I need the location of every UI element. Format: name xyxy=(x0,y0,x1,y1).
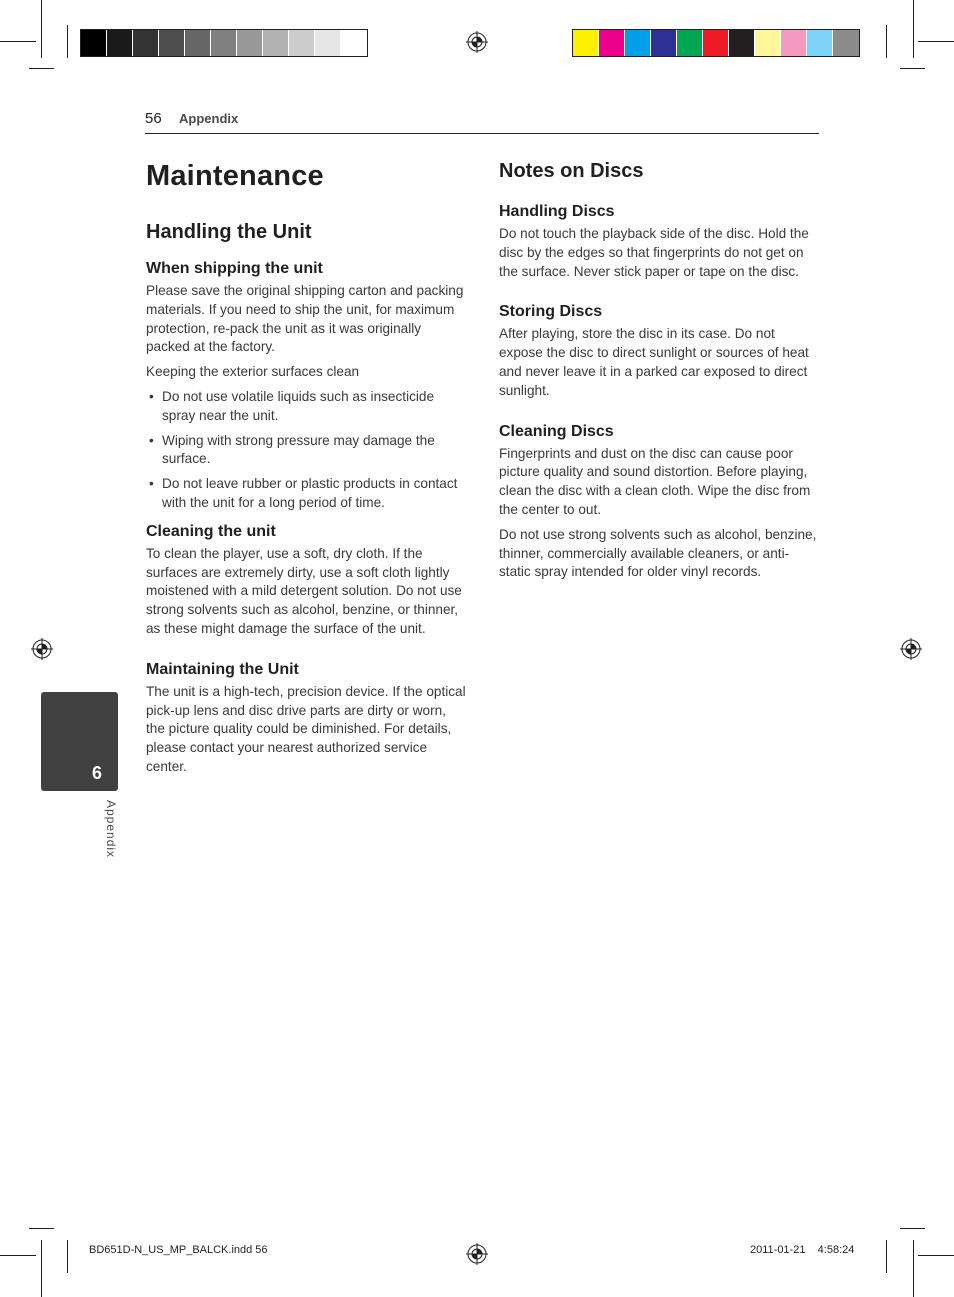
crop-mark xyxy=(41,0,42,58)
crop-mark xyxy=(0,41,36,42)
bullet-list xyxy=(146,388,466,513)
subsection-heading: Cleaning the unit xyxy=(146,522,276,540)
section-heading: Handling the Unit xyxy=(146,221,312,243)
subsection-heading: When shipping the unit xyxy=(146,260,323,277)
body-paragraph: The unit is a high-tech, precision device. If the optical pick-up lens and disc drive parts are dirty or worn, the picture quality could be diminished. For details, please contact your nearest authorized service center. xyxy=(146,683,466,774)
crop-mark xyxy=(918,1255,954,1256)
crop-mark xyxy=(900,1228,925,1229)
chapter-tab xyxy=(41,692,118,791)
crop-mark xyxy=(41,1240,42,1297)
crop-mark xyxy=(900,68,925,69)
color-swatch xyxy=(833,30,859,56)
color-swatch xyxy=(237,30,263,56)
crop-mark xyxy=(67,1240,68,1273)
body-paragraph: To clean the player, use a soft, dry cloth. If the surfaces are extremely dirty, use a soft cloth lightly moistened with a mild detergent solution. Do not use strong solvents such as alcohol, benzine, or thinner, as these might damage the surface of the unit. xyxy=(146,545,462,636)
color-swatch xyxy=(729,30,755,56)
list-item: • Do not use volatile liquids such as insecticide spray near the unit. xyxy=(146,388,466,426)
registration-mark-icon xyxy=(31,638,53,660)
color-swatch xyxy=(211,30,237,56)
color-swatch xyxy=(315,30,341,56)
crop-mark xyxy=(0,1255,36,1256)
chapter-label: Appendix xyxy=(104,800,118,859)
header-rule xyxy=(145,133,819,134)
color-swatch xyxy=(651,30,677,56)
subsection-heading: Handling Discs xyxy=(499,203,615,220)
grayscale-color-bar xyxy=(80,29,368,57)
color-swatch xyxy=(703,30,729,56)
date-slug: 2011-01-21 4:58:24 xyxy=(750,1244,855,1256)
crop-mark xyxy=(918,41,954,42)
body-paragraph: Do not touch the playback side of the disc. Hold the disc by the edges so that fingerprints do not get on the surface. Never stick paper or tape on the disc. xyxy=(499,226,809,279)
registration-mark-icon xyxy=(466,31,488,53)
list-item: • Do not leave rubber or plastic products in contact with the unit for a long period of time. xyxy=(146,475,466,513)
registration-mark-icon xyxy=(466,1243,488,1265)
body-paragraph: After playing, store the disc in its case. Do not expose the disc to direct sunlight or sources of heat and never leave it in a parked car exposed to direct sunlight. xyxy=(499,326,809,398)
left-column xyxy=(146,160,466,783)
color-swatch xyxy=(133,30,159,56)
subsection-heading: Storing Discs xyxy=(499,303,603,321)
subsection-heading: Cleaning Discs xyxy=(499,422,614,440)
color-swatch xyxy=(263,30,289,56)
section-heading: Notes on Discs xyxy=(499,160,644,182)
crop-mark xyxy=(29,68,54,69)
body-paragraph: Do not use strong solvents such as alcohol, benzine, thinner, commercially available cleaners, or anti-static spray intended for older vinyl records. xyxy=(499,526,817,580)
color-swatch xyxy=(159,30,185,56)
crop-mark xyxy=(913,0,914,58)
subsection-heading: Maintaining the Unit xyxy=(146,660,299,678)
crop-mark xyxy=(886,1240,887,1273)
color-swatch xyxy=(677,30,703,56)
body-paragraph: Please save the original shipping carton and packing materials. If you need to ship the unit, for maximum protection, re-pack the unit as it was originally packed at the factory. xyxy=(146,283,464,355)
process-color-bar xyxy=(572,29,860,57)
list-item: • Wiping with strong pressure may damage the surface. xyxy=(146,432,466,470)
color-swatch xyxy=(599,30,625,56)
running-header-section: Appendix xyxy=(179,111,239,126)
file-slug: BD651D-N_US_MP_BALCK.indd 56 xyxy=(89,1244,268,1256)
crop-mark xyxy=(886,25,887,58)
color-swatch xyxy=(341,30,367,56)
color-swatch xyxy=(107,30,133,56)
color-swatch xyxy=(81,30,107,56)
chapter-number: 6 xyxy=(92,763,103,783)
color-swatch xyxy=(807,30,833,56)
crop-mark xyxy=(67,25,68,58)
color-swatch xyxy=(755,30,781,56)
registration-mark-icon xyxy=(900,638,922,660)
page-number: 56 xyxy=(145,110,162,127)
color-swatch xyxy=(573,30,599,56)
body-paragraph: Keeping the exterior surfaces clean xyxy=(146,364,360,380)
color-swatch xyxy=(289,30,315,56)
color-swatch xyxy=(625,30,651,56)
crop-mark xyxy=(29,1228,54,1229)
page-title: Maintenance xyxy=(146,160,324,192)
color-swatch xyxy=(781,30,807,56)
body-paragraph: Fingerprints and dust on the disc can cause poor picture quality and sound distortion. Before playing, clean the disc with a clean cloth. Wipe the disc from the center to out. xyxy=(499,445,811,517)
right-column xyxy=(499,160,819,588)
crop-mark xyxy=(913,1240,914,1297)
color-swatch xyxy=(185,30,211,56)
